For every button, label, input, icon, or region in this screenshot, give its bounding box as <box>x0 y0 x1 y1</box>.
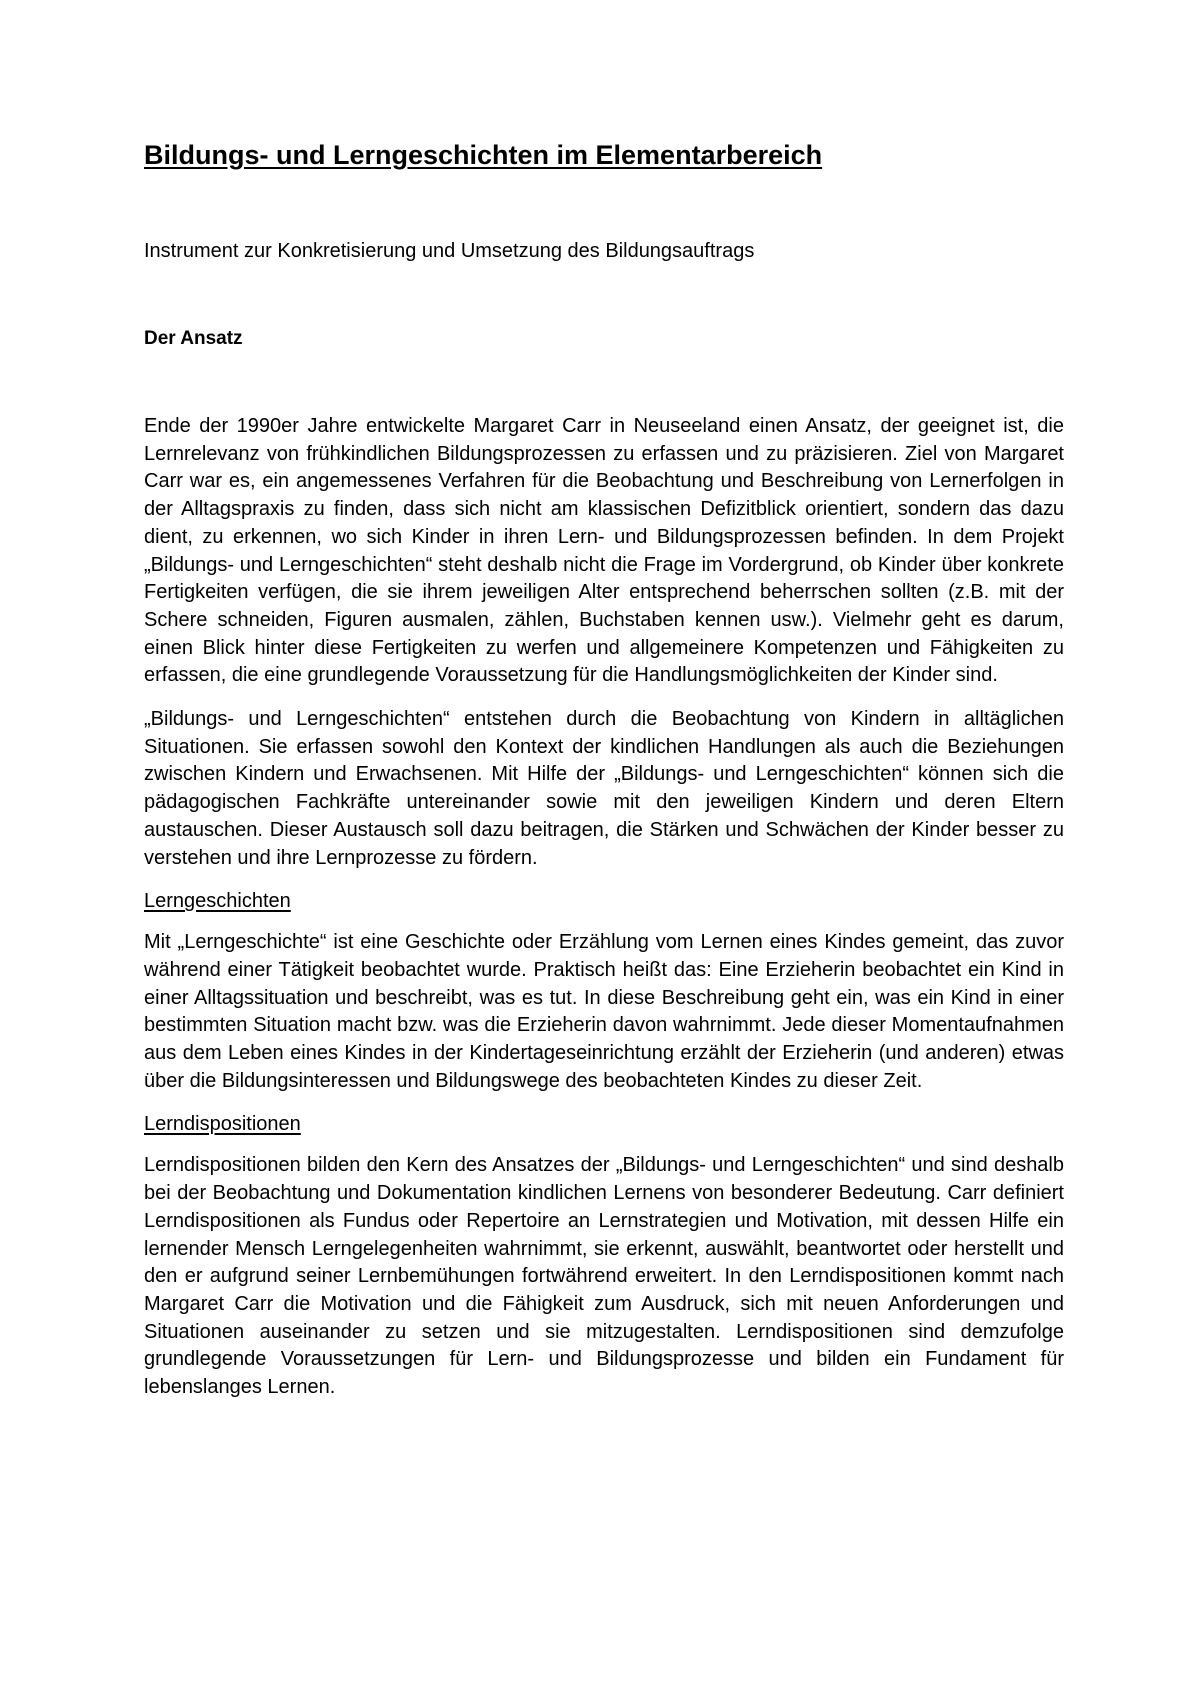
paragraph-lerndispositionen: Lerndispositionen bilden den Kern des Ansatzes der „Bildungs- und Lerngeschichten“ und sind deshalb bei der Beobachtung und Dokumentation kindlichen Lernens von besonderer Bedeutung. Carr definiert Lerndispositionen als Fundus oder Repertoire an Lernstrategien und Motivation, mit dessen Hilfe ein lernender Mensch Lerngelegenheiten wahrnimmt, sie erkennt, auswählt, beantwortet oder herstellt und den er aufgrund seiner Lernbemühungen fortwährend erweitert. In den Lerndispositionen kommt nach Margaret Carr die Motivation und die Fähigkeit zum Ausdruck, sich mit neuen Anforderungen und Situationen auseinander zu setzen und sie mitzugestalten. Lerndispositionen sind demzufolge grundlegende Voraussetzungen für Lern- und Bildungsprozesse und bilden ein Fundament für lebenslanges Lernen. <box>144 1154 1064 1399</box>
subheading-lerngeschichten: Lerngeschichten <box>144 890 291 913</box>
section-heading-der-ansatz: Der Ansatz <box>144 328 243 349</box>
document-subtitle: Instrument zur Konkretisierung und Umsetzung des Bildungsauftrags <box>144 240 755 262</box>
subheading-lerndispositionen: Lerndispositionen <box>144 1113 301 1136</box>
document-body <box>144 413 1064 1418</box>
paragraph-ansatz-2: „Bildungs- und Lerngeschichten“ entstehen durch die Beobachtung von Kindern in alltäglichen Situationen. Sie erfassen sowohl den Kontext der kindlichen Handlungen als auch die Beziehungen zwischen Kindern und Erwachsenen. Mit Hilfe der „Bildungs- und Lerngeschichten“ können sich die pädagogischen Fachkräfte untereinander sowie mit den jeweiligen Kindern und deren Eltern austauschen. Dieser Austausch soll dazu beitragen, die Stärken und Schwächen der Kinder besser zu verstehen und ihre Lernprozesse zu fördern. <box>144 708 1064 869</box>
paragraph-ansatz-1: Ende der 1990er Jahre entwickelte Margaret Carr in Neuseeland einen Ansatz, der geeignet ist, die Lernrelevanz von frühkindlichen Bildungsprozessen zu erfassen und zu präzisieren. Ziel von Margaret Carr war es, ein angemessenes Verfahren für die Beobachtung und Beschreibung von Lernerfolgen in der Alltagspraxis zu finden, dass sich nicht am klassischen Defizitblick orientiert, sondern das dazu dient, zu erkennen, wo sich Kinder in ihren Lern- und Bildungsprozessen befinden. In dem Projekt „Bildungs- und Lerngeschichten“ steht deshalb nicht die Frage im Vordergrund, ob Kinder über konkrete Fertigkeiten verfügen, die sie ihrem jeweiligen Alter entsprechend beherrschen sollten (z.B. mit der Schere schneiden, Figuren ausmalen, zählen, Buchstaben kennen usw.). Vielmehr geht es darum, einen Blick hinter diese Fertigkeiten zu werfen und allgemeinere Kompetenzen und Fähigkeiten zu erfassen, die eine grundlegende Voraussetzung für die Handlungsmöglichkeiten der Kinder sind. <box>144 415 1064 687</box>
paragraph-lerngeschichten: Mit „Lerngeschichte“ ist eine Geschichte oder Erzählung vom Lernen eines Kindes gemeint, das zuvor während einer Tätigkeit beobachtet wurde. Praktisch heißt das: Eine Erzieherin beobachtet ein Kind in einer Alltagssituation und beschreibt, was es tut. In diese Beschreibung geht ein, was ein Kind in einer bestimmten Situation macht bzw. was die Erzieherin davon wahrnimmt. Jede dieser Momentaufnahmen aus dem Leben eines Kindes in der Kindertageseinrichtung erzählt der Erzieherin (und anderen) etwas über die Bildungsinteressen und Bildungswege des beobachteten Kindes zu dieser Zeit. <box>144 931 1064 1092</box>
document-title: Bildungs- und Lerngeschichten im Elementarbereich <box>144 140 823 170</box>
